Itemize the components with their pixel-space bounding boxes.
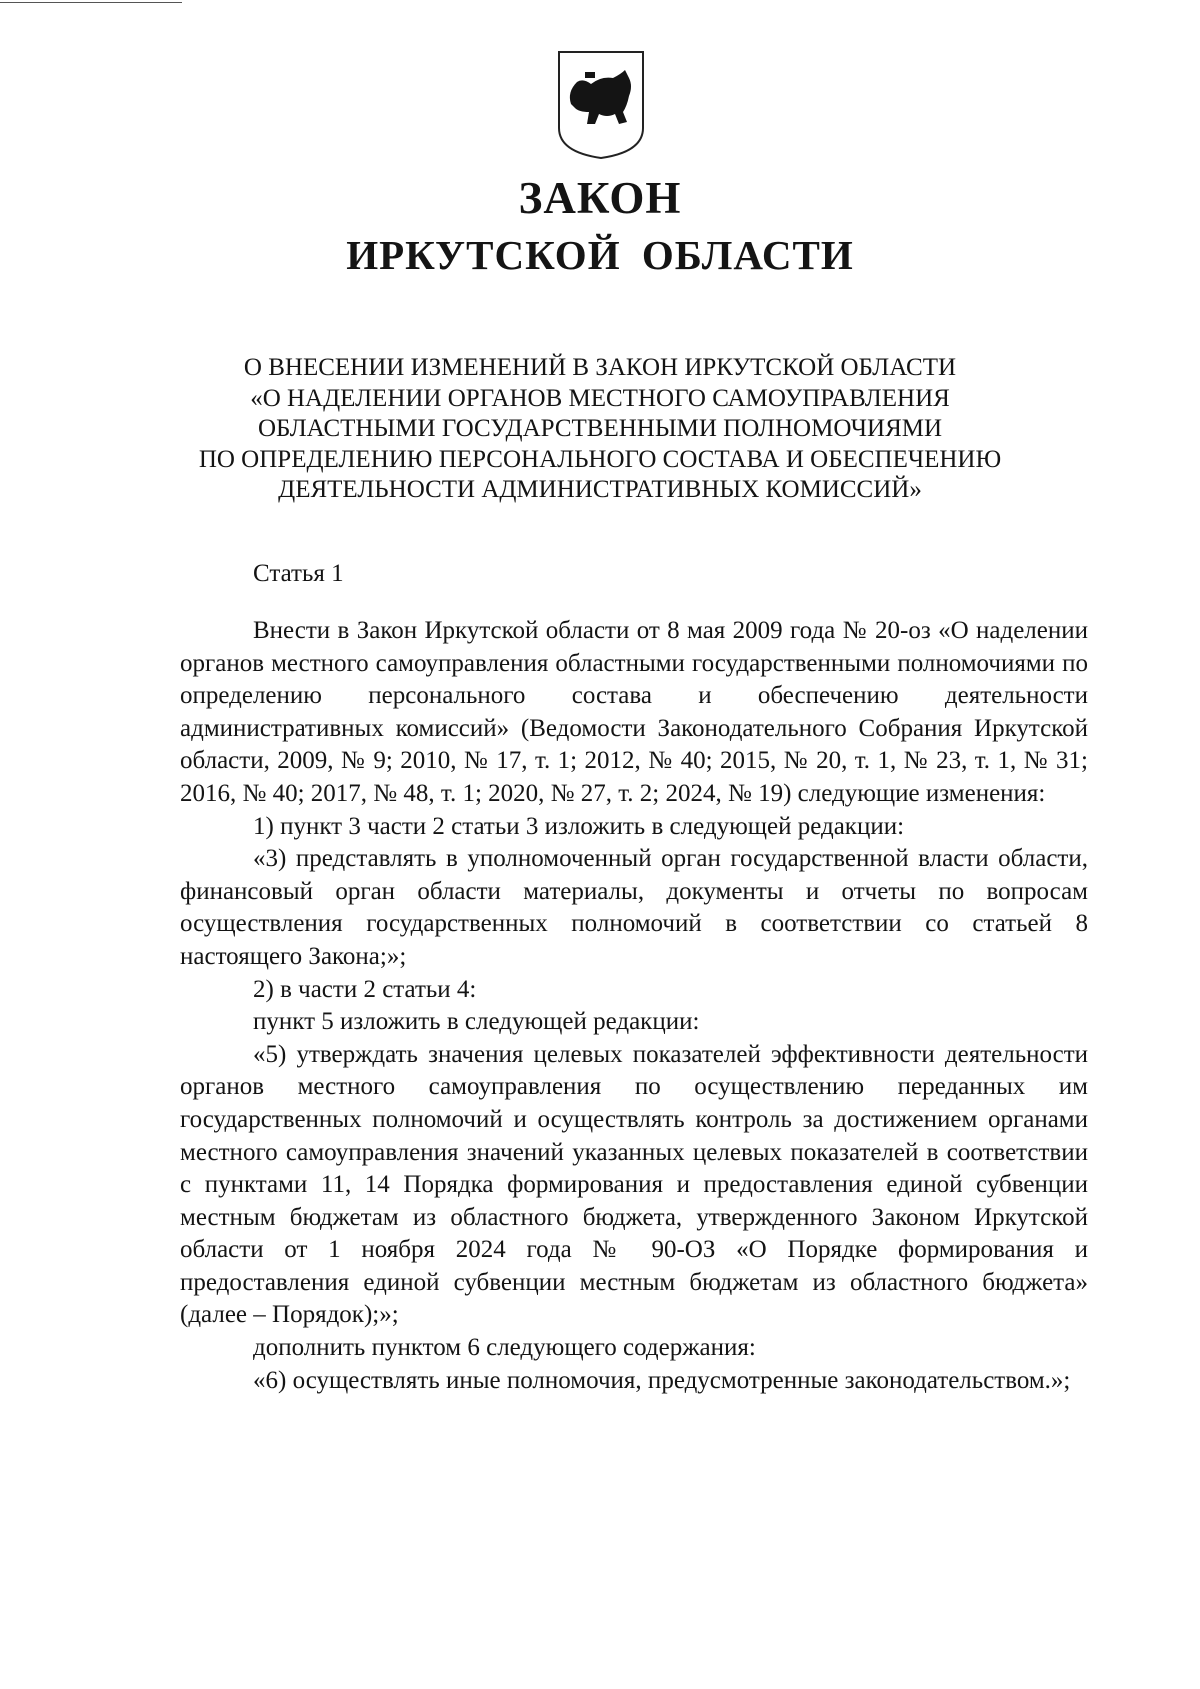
document-title: ЗАКОН [518,173,682,223]
law-heading-line: ОБЛАСТНЫМИ ГОСУДАРСТВЕННЫМИ ПОЛНОМОЧИЯМИ [257,415,943,442]
paragraph: «3) представлять в уполномоченный орган государственной власти области, финансовый орган области материалы, документы и отчеты по вопросам осуществления государственных полномочий в соответствии со статьей 8 настоящего Закона;»; [180,845,1088,970]
paragraph: «6) осуществлять иные полномочия, предусмотренные законодательством.»; [253,1366,1071,1394]
law-heading-line: «О НАДЕЛЕНИИ ОРГАНОВ МЕСТНОГО САМОУПРАВЛЕНИЯ [250,384,950,412]
paragraph: Внести в Закон Иркутской области от 8 мая 2009 года № 20-оз «О наделении органов местного самоуправления областными государственными полномочиями по определению персонального состава и обеспечению деятельности административных комиссий» (Ведомости Законодательного Собрания Иркутской области, 2009, № 9; 2010, № 17, т. 1; 2012, № 40; 2015, № 20, т. 1, № 23, т. 1, № 31; 2016, № 40; 2017, № 48, т. 1; 2020, № 27, т. 2; 2024, № 19) следующие изменения: [180,617,1088,807]
paragraph: дополнить пунктом 6 следующего содержания: [253,1334,756,1362]
paragraph: пункт 5 изложить в следующей редакции: [253,1008,700,1036]
law-heading [140,353,1060,506]
article-heading: Статья 1 [253,560,344,587]
paragraph: 1) пункт 3 части 2 статьи 3 изложить в следующей редакции: [253,812,905,840]
paragraph: 2) в части 2 статьи 4: [253,975,477,1003]
scan-edge-line [0,2,182,3]
paragraph: «5) утверждать значения целевых показателей эффективности деятельности органов местного самоуправления по осуществлению переданных им государственных полномочий и осуществлять контроль за достижением органами местного самоуправления значений указанных целевых показателей в соответствии с пунктами 11, 14 Порядка формирования и предоставления единой субвенции местным бюджетам из областного бюджета, утвержденного Законом Иркутской области от 1 ноября 2024 года № 90-ОЗ «О Порядке формирования и предоставления единой субвенции местным бюджетам из областного бюджета» (далее – Порядок);»; [180,1040,1088,1329]
law-heading-line: ПО ОПРЕДЕЛЕНИЮ ПЕРСОНАЛЬНОГО СОСТАВА И ОБЕСПЕЧЕНИЮ [198,445,1002,473]
law-heading-line: ДЕЯТЕЛЬНОСТИ АДМИНИСТРАТИВНЫХ КОМИССИЙ» [278,476,922,503]
coat-of-arms-emblem [555,48,647,160]
article-body [180,615,1088,1397]
document-subtitle: ИРКУТСКОЙ ОБЛАСТИ [346,232,854,278]
law-heading-line: О ВНЕСЕНИИ ИЗМЕНЕНИЙ В ЗАКОН ИРКУТСКОЙ ОБЛАСТИ [243,354,957,381]
